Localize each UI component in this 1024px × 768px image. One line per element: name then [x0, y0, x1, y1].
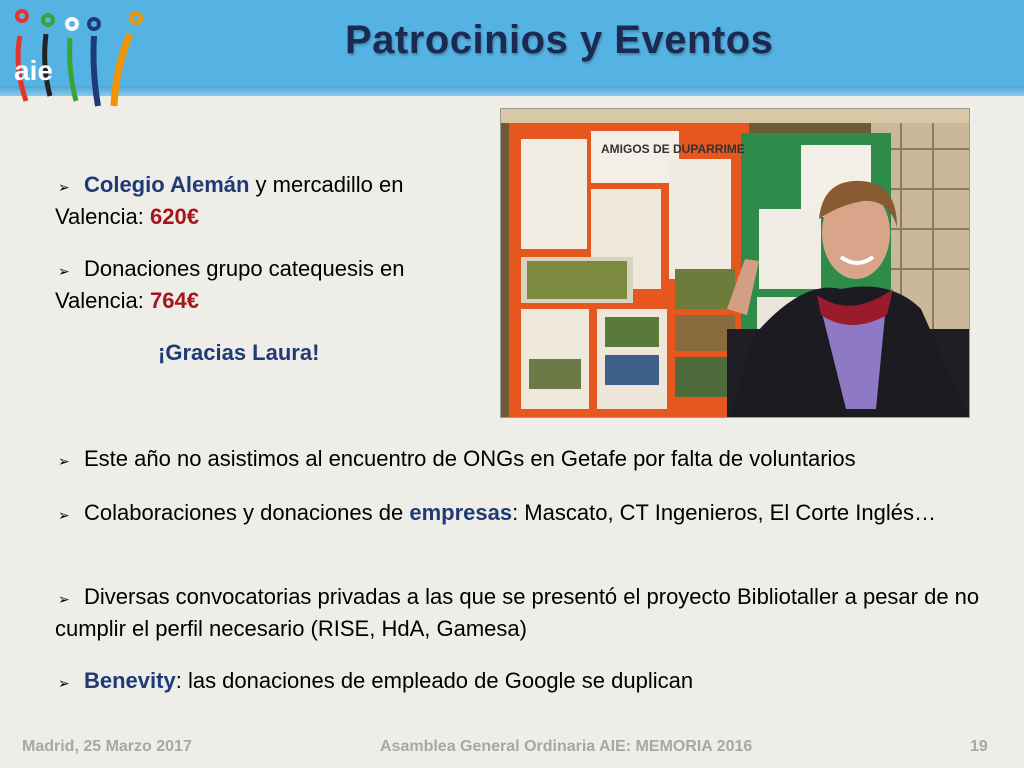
arrow-bullet-icon: ➢	[58, 675, 70, 691]
page-title: Patrocinios y Eventos	[345, 18, 774, 62]
event-photo	[500, 108, 970, 418]
bullet-getafe: ➢ Este año no asistimos al encuentro de ONGs en Getafe por falta de voluntarios	[55, 444, 995, 476]
arrow-bullet-icon: ➢	[58, 263, 70, 279]
footer-date: Madrid, 25 Marzo 2017	[22, 738, 192, 755]
bullet-convocatorias: ➢ Diversas convocatorias privadas a las que se presentó el proyecto Bibliotaller a pesar de no cumplir el perfil necesario (RISE, HdA, Gamesa)	[55, 584, 980, 641]
aie-logo	[6, 6, 156, 112]
arrow-bullet-icon: ➢	[58, 453, 70, 469]
logo-text: aie	[14, 55, 53, 86]
bullet-benevity: ➢ Benevity: las donaciones de empleado de Google se duplican	[55, 666, 995, 698]
arrow-bullet-icon: ➢	[58, 507, 70, 523]
footer-event: Asamblea General Ordinaria AIE: MEMORIA 2016	[380, 738, 753, 755]
arrow-bullet-icon: ➢	[58, 179, 70, 195]
bullet-empresas: ➢ Colaboraciones y donaciones de empresas: Mascato, CT Ingenieros, El Corte Inglés…	[55, 498, 995, 530]
arrow-bullet-icon: ➢	[58, 591, 70, 607]
bullet-catequesis: ➢ Donaciones grupo catequesis en Valencia: 764€	[55, 256, 405, 313]
poster-title: AMIGOS DE DUPARRIME	[601, 142, 745, 156]
bullet-colegio-aleman: ➢ Colegio Alemán y mercadillo en Valencia: 620€	[55, 172, 404, 229]
thanks-text: ¡Gracias Laura!	[158, 340, 320, 365]
page-number: 19	[970, 738, 988, 755]
